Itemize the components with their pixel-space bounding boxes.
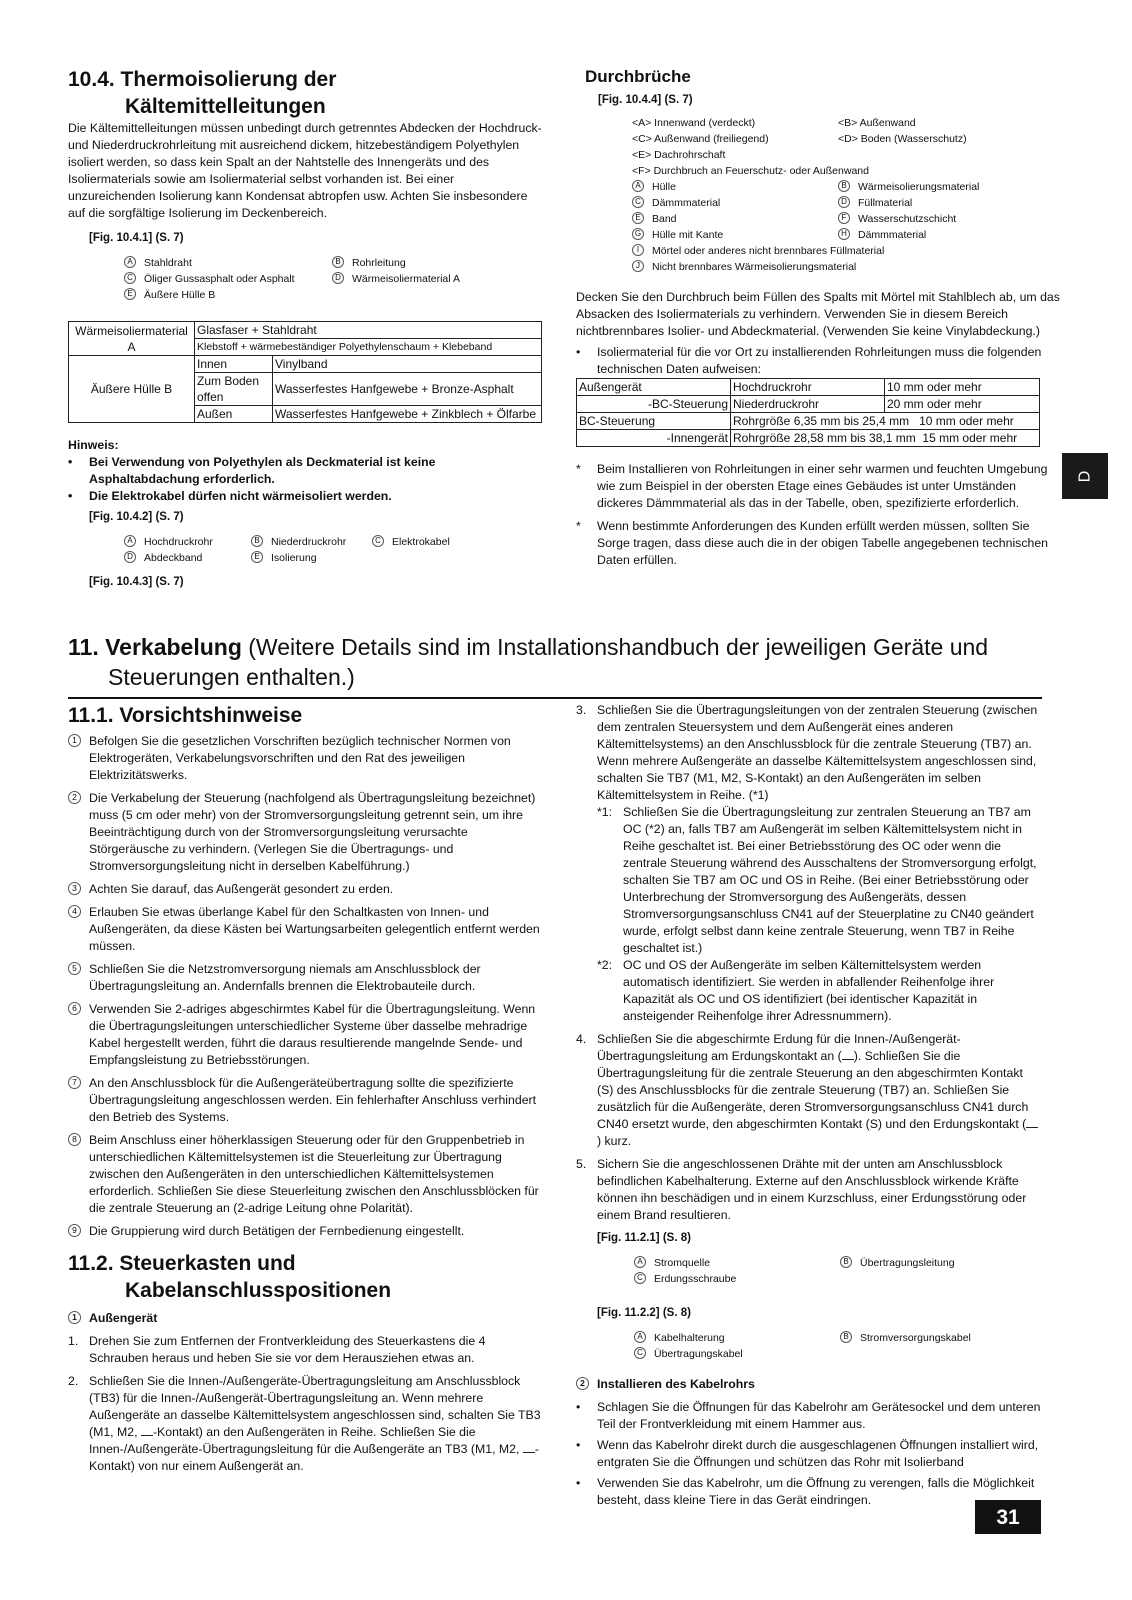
precaution-item: 9 Die Gruppierung wird durch Betätigen der Fernbedienung eingestellt. bbox=[68, 1223, 542, 1240]
intro-paragraph: Die Kältemittelleitungen müssen unbedingt durch getrenntes Abdecken der Hochdruck- und Niederdruckrohrleitung mit ausreichend dickem, hitzebeständigem Polyethylen isoliert werden, so dass kein Spalt an der Nahtstelle des Innengeräts und des Isoliermaterials sowie am Isoliermaterial selbst vorhanden ist. Bei einer unzureichenden Isolierung kann Kondensat abtropfen usw. Achten Sie insbesondere auf die sorgfältige Isolierung im Deckenbereich. bbox=[68, 121, 542, 220]
table-cell: -BC-Steuerung bbox=[577, 396, 731, 413]
legend-item: <C> Außenwand (freiliegend) bbox=[632, 133, 769, 145]
table-cell: Klebstoff + wärmebeständiger Polyethylenschaum + Klebeband bbox=[195, 339, 542, 356]
table-cell: Außen bbox=[195, 406, 273, 423]
ground-icon bbox=[523, 1443, 535, 1453]
circle-letter-icon: A bbox=[124, 256, 136, 268]
circle-number-icon: 9 bbox=[68, 1224, 81, 1237]
fig-legend-10-4-4-ef: <E> Dachrohrschaft <F> Durchbruch an Feuerschutz- oder Außenwand bbox=[632, 149, 869, 177]
legend-item: C Dämmmaterial bbox=[632, 195, 838, 211]
bullet-item: • Wenn das Kabelrohr direkt durch die ausgeschlagenen Öffnungen installiert wird, entgraten Sie die Öffnungen und schützen das Rohr mit Isolierband bbox=[576, 1438, 1039, 1469]
table-cell: Wärmeisoliermaterial A bbox=[69, 322, 195, 356]
bullet-item: • Verwenden Sie das Kabelrohr, um die Öffnung zu verengen, falls die Möglichkeit besteht, dass kleine Tiere in das Gerät eindringen. bbox=[576, 1476, 1035, 1507]
section-title-11-2: 11.2. Steuerkasten und Kabelanschlusspositionen bbox=[68, 1252, 392, 1302]
ground-icon bbox=[1026, 1118, 1038, 1128]
circle-number-icon: 3 bbox=[68, 882, 81, 895]
section-11-2-continued bbox=[576, 702, 1042, 1509]
ground-icon bbox=[141, 1426, 153, 1436]
subsection-conduit: 2 Installieren des Kabelrohrs bbox=[576, 1376, 1042, 1393]
precaution-item: 6 Verwenden Sie 2-adriges abgeschirmtes Kabel für die Übertragungsleitung. Wenn die Übertragungsleitungen unterschiedlicher Systeme über dasselbe mehradrige Kabel hergestellt werden, führt die daraus resultierende mangelnde Sende- und Empfangsleistung zu Betriebsstörungen. bbox=[68, 1001, 542, 1069]
section-divider bbox=[68, 697, 1042, 699]
fig-ref-10-4-2: [Fig. 10.4.2] (S. 7) bbox=[89, 511, 184, 523]
legend-item: A Kabelhalterung bbox=[634, 1330, 840, 1346]
language-tab: D bbox=[1062, 453, 1108, 499]
legend-item: B Niederdruckrohr bbox=[251, 534, 372, 550]
circle-number-icon: 2 bbox=[68, 791, 81, 804]
legend-item: E Band bbox=[632, 211, 838, 227]
legend-item: D Abdeckband bbox=[124, 550, 251, 566]
legend-item: C Elektrokabel bbox=[372, 534, 492, 550]
precaution-item: 2 Die Verkabelung der Steuerung (nachfolgend als Übertragungsleitung bezeichnet) muss (5 cm oder mehr) von der Stromversorgungsleitung getrennt sein, um ihre Beeinträchtigung durch von der Stromversorgungsleitung verursachte Störgeräusche zu verhindern. (Verlegen Sie die Übertragungs- und Stromversorgungsleitung nicht in derselben Kabelführung.) bbox=[68, 790, 542, 875]
circle-letter-icon: C bbox=[632, 196, 644, 208]
durchbrueche-title: Durchbrüche bbox=[585, 67, 691, 86]
table-cell: -Innengerät bbox=[577, 430, 731, 447]
legend-item: E Äußere Hülle B bbox=[124, 287, 332, 303]
table-cell: Vinylband bbox=[273, 356, 542, 373]
table-cell: Rohrgröße 28,58 mm bis 38,1 mm 15 mm oder mehr bbox=[731, 430, 1040, 447]
circle-number-icon: 6 bbox=[68, 1002, 81, 1015]
fig-ref-11-2-1: [Fig. 11.2.1] (S. 8) bbox=[597, 1232, 691, 1244]
table-cell: Zum Boden offen bbox=[195, 373, 273, 406]
fig-ref-10-4-3: [Fig. 10.4.3] (S. 7) bbox=[89, 576, 184, 588]
circle-letter-icon: D bbox=[838, 196, 850, 208]
legend-item: B Wärmeisolierungsmaterial bbox=[838, 179, 1038, 195]
fig-ref-10-4-1: [Fig. 10.4.1] (S. 7) bbox=[89, 232, 184, 244]
circle-letter-icon: B bbox=[332, 256, 344, 268]
circle-number-icon: 1 bbox=[68, 734, 81, 747]
precautions-list bbox=[68, 733, 542, 1240]
legend-item: <B> Außenwand bbox=[838, 117, 916, 129]
circle-letter-icon: B bbox=[251, 535, 263, 547]
precaution-item: 5 Schließen Sie die Netzstromversorgung niemals am Anschlussblock der Übertragungsleitung an. Andernfalls brennen die Elektrobauteile durch. bbox=[68, 961, 542, 995]
precaution-item: 8 Beim Anschluss einer höherklassigen Steuerung oder für den Gruppenbetrieb in unterschiedlichen Kältemittelsystemen ist die Steuerleitung zur Übertragung zwischen den Außengeräten in den unterschiedlichen Kältemittelsystemen erforderlich. Schließen Sie diese Steuerleitung zwischen den Anschlussblöcken für die zentrale Steuerung an (2-adrige Leitung ohne Polarität). bbox=[68, 1132, 542, 1217]
precaution-item: 1 Befolgen Sie die gesetzlichen Vorschriften bezüglich technischer Normen von Elektrogeräten, Verkabelungsvorschriften und den Rat des jeweiligen Elektrizitätswerks. bbox=[68, 733, 542, 784]
legend-item: A Hochdruckrohr bbox=[124, 534, 251, 550]
table-cell: 20 mm oder mehr bbox=[885, 396, 1040, 413]
circle-number-icon: 7 bbox=[68, 1076, 81, 1089]
legend-item: B Übertragungsleitung bbox=[840, 1255, 1040, 1271]
section-11-1 bbox=[68, 702, 542, 1481]
insulation-table bbox=[68, 321, 542, 423]
list-item: 1. Drehen Sie zum Entfernen der Frontverkleidung des Steuerkastens die 4 Schrauben heraus und heben Sie sie vor dem Herausziehen etwas an. bbox=[68, 1334, 486, 1365]
fig-legend-10-4-4-ij: I Mörtel oder anderes nicht brennbares Füllmaterial J Nicht brennbares Wärmeisolierungsmaterial bbox=[632, 243, 1060, 275]
list-item: 3. Schließen Sie die Übertragungsleitungen von der zentralen Steuerung (zwischen dem zentralen Steuersystem und dem Außengerät eines anderen Kältemittelsystems) an den Anschlussblock für die zentrale Steuerung (TB7) an. Wenn mehrere Außengeräte an dasselbe Kältemittelsystem angeschlossen sind, schalten Sie TB7 (M1, M2, S-Kontakt) an den Außengeräten im selben Kältemittelsystem in Reihe. (*1) bbox=[576, 703, 1038, 802]
circle-number-icon: 2 bbox=[576, 1377, 589, 1390]
circle-letter-icon: J bbox=[632, 260, 644, 272]
section-title-11-1: 11.1. Vorsichtshinweise bbox=[68, 704, 303, 727]
table-cell: Äußere Hülle B bbox=[69, 356, 195, 423]
circle-letter-icon: H bbox=[838, 228, 850, 240]
legend-item: E Isolierung bbox=[251, 550, 372, 566]
precaution-item: 7 An den Anschlussblock für die Außengeräteübertragung sollte die spezifizierte Übertragungsleitung angeschlossen werden. Ein fehlerhafter Anschluss verhindert den Betrieb des Systems. bbox=[68, 1075, 542, 1126]
hinweis-title: Hinweis: bbox=[68, 438, 119, 452]
legend-item: B Rohrleitung bbox=[332, 255, 540, 271]
legend-item: C Übertragungskabel bbox=[634, 1346, 840, 1362]
table-cell: Rohrgröße 6,35 mm bis 25,4 mm 10 mm oder mehr bbox=[731, 413, 1040, 430]
spec-bullet: • Isoliermaterial für die vor Ort zu installierenden Rohrleitungen muss die folgenden technischen Daten aufweisen: bbox=[576, 345, 1042, 376]
legend-item: G Hülle mit Kante bbox=[632, 227, 838, 243]
table-cell: Wasserfestes Hanfgewebe + Bronze-Asphalt bbox=[273, 373, 542, 406]
circle-letter-icon: C bbox=[124, 272, 136, 284]
fig-legend-10-4-4-circles bbox=[632, 179, 1060, 243]
table-cell: Niederdruckrohr bbox=[731, 396, 885, 413]
legend-item: C Erdungsschraube bbox=[634, 1271, 840, 1287]
circle-letter-icon: E bbox=[632, 212, 644, 224]
ground-icon bbox=[842, 1050, 854, 1060]
section-title-10-4 bbox=[68, 66, 542, 120]
subsection-outdoor-unit: 1 Außengerät bbox=[68, 1310, 542, 1327]
circle-letter-icon: C bbox=[634, 1347, 646, 1359]
fig-legend-10-4-1 bbox=[124, 255, 542, 303]
fig-legend-10-4-4-letters bbox=[632, 115, 1060, 147]
circle-letter-icon: A bbox=[632, 180, 644, 192]
circle-letter-icon: B bbox=[840, 1331, 852, 1343]
section-durchbrueche bbox=[576, 66, 1060, 569]
circle-number-icon: 5 bbox=[68, 962, 81, 975]
circle-letter-icon: C bbox=[634, 1272, 646, 1284]
legend-item: <A> Innenwand (verdeckt) bbox=[632, 117, 756, 129]
circle-letter-icon: E bbox=[124, 288, 136, 300]
circle-letter-icon: B bbox=[838, 180, 850, 192]
fig-legend-11-2-2 bbox=[634, 1330, 1042, 1362]
fig-legend-11-2-1 bbox=[634, 1255, 1042, 1287]
section-11-title: 11. Verkabelung (Weitere Details sind im Installationshandbuch der jeweiligen Geräte und Steuerungen enthalten.) bbox=[68, 634, 989, 690]
precaution-item: 4 Erlauben Sie etwas überlange Kabel für den Schaltkasten von Innen- und Außengeräten, da diese Kästen bei Wartungsarbeiten gelegentlich entfernt werden müssen. bbox=[68, 904, 542, 955]
circle-letter-icon: I bbox=[632, 244, 644, 256]
footnote: *1: Schließen Sie die Übertragungsleitung zur zentralen Steuerung an TB7 am OC (*2) an, falls TB7 am Außengerät im selben Kältemittelsystem nicht in Reihe geschaltet ist. Bei einer Betriebsstörung des OC oder wenn die zentrale Steuerung während des Ausschaltens der Stromversorgung erfolgt, schalten Sie TB7 am OC und OS in Reihe. (Bei einer Betriebsstörung oder Unterbrechung der Stromversorgung des Außengeräts, dessen Stromversorgungsanschluss CN41 auf der Steuerplatine zu CN40 geändert wurde, erfolgt selbst dann keine zentrale Steuerung, wenn TB7 in Reihe geschaltet ist.) bbox=[597, 805, 1037, 955]
circle-number-icon: 1 bbox=[68, 1311, 81, 1324]
circle-letter-icon: E bbox=[251, 551, 263, 563]
circle-number-icon: 4 bbox=[68, 905, 81, 918]
list-item: 5. Sichern Sie die angeschlossenen Drähte mit der unten am Anschlussblock befindlichen Kabelhalterung. Externe auf den Anschlussblock wirkende Kräfte können ihn beschädigen und in einem Kurzschluss, einer Erdungsstörung oder einem Brand resultieren. bbox=[576, 1157, 1027, 1222]
legend-item: F Wasserschutzschicht bbox=[838, 211, 1038, 227]
legend-item: A Stahldraht bbox=[124, 255, 332, 271]
precaution-item: 3 Achten Sie darauf, das Außengerät gesondert zu erden. bbox=[68, 881, 542, 898]
legend-item: D Wärmeisoliermaterial A bbox=[332, 271, 540, 287]
section-10-4 bbox=[68, 66, 542, 599]
legend-item: H Dämmmaterial bbox=[838, 227, 1038, 243]
circle-letter-icon: G bbox=[632, 228, 644, 240]
table-cell: 10 mm oder mehr bbox=[885, 379, 1040, 396]
circle-letter-icon: A bbox=[124, 535, 136, 547]
hinweis-item: • Die Elektrokabel dürfen nicht wärmeisoliert werden. bbox=[68, 489, 392, 503]
circle-letter-icon: B bbox=[840, 1256, 852, 1268]
circle-letter-icon: F bbox=[838, 212, 850, 224]
list-item: 2. Schließen Sie die Innen-/Außengeräte-Übertragungsleitung am Anschlussblock (TB3) für die Innen-/Außengerät-Übertragungsleitung an. Wenn mehrere Außengeräte an dasselbe Kältemittelsystem angeschlossen sind, schalten Sie TB3 (M1, M2, -Kontakt) an den Außengeräten in Reihe. Schließen Sie die Innen-/Außengeräte-Übertragungsleitung für die Außengeräte an TB3 (M1, M2, -Kontakt) von nur einem Außengerät an. bbox=[68, 1374, 541, 1473]
spec-table bbox=[576, 378, 1040, 447]
legend-item: A Hülle bbox=[632, 179, 838, 195]
legend-item: A Stromquelle bbox=[634, 1255, 840, 1271]
note-item: * Wenn bestimmte Anforderungen des Kunden erfüllt werden müssen, sollten Sie Sorge tragen, dass diese auch die in der obigen Tabelle angegebenen technischen Daten erfüllen. bbox=[576, 519, 1048, 567]
legend-item: D Füllmaterial bbox=[838, 195, 1038, 211]
bullet-item: • Schlagen Sie die Öffnungen für das Kabelrohr am Gerätesockel und dem unteren Teil der Frontverkleidung mit einem Hammer aus. bbox=[576, 1400, 1041, 1431]
durchbrueche-paragraph: Decken Sie den Durchbruch beim Füllen des Spalts mit Mörtel mit Stahlblech ab, um das Absacken des Isoliermaterials zu verhindern. Verwenden Sie in diesem Bereich nichtbrennbares Isolier- und Abdeckmaterial. (Verwenden Sie keine Vinylabdeckung.) bbox=[576, 290, 1060, 338]
table-cell: BC-Steuerung bbox=[577, 413, 731, 430]
footnote: *2: OC und OS der Außengeräte im selben Kältemittelsystem werden automatisch identifiziert. Sie werden in abfallender Reihenfolge ihrer Kapazität als OC und OS identifiziert (bei identischer Kapazität in ansteigender Reihenfolge ihrer Adressnummern). bbox=[597, 958, 995, 1023]
table-cell: Glasfaser + Stahldraht bbox=[195, 322, 542, 339]
table-cell: Hochdruckrohr bbox=[731, 379, 885, 396]
page-number: 31 bbox=[975, 1500, 1041, 1534]
section-11-header bbox=[68, 632, 1042, 692]
legend-item: B Stromversorgungskabel bbox=[840, 1330, 1040, 1346]
fig-ref-11-2-2: [Fig. 11.2.2] (S. 8) bbox=[597, 1307, 691, 1319]
circle-number-icon: 8 bbox=[68, 1133, 81, 1146]
circle-letter-icon: D bbox=[124, 551, 136, 563]
note-item: * Beim Installieren von Rohrleitungen in einer sehr warmen und feuchten Umgebung wie zum Beispiel in der obersten Etage eines Gebäudes ist unter Umständen dickeres Dämmmaterial als das in der Tabelle, oben, spezifizierte erforderlich. bbox=[576, 462, 1048, 510]
hinweis-item: • Bei Verwendung von Polyethylen als Deckmaterial ist keine Asphaltabdachung erforderlich. bbox=[68, 455, 436, 486]
title-line-2: Kältemittelleitungen bbox=[125, 95, 326, 118]
legend-item: <D> Boden (Wasserschutz) bbox=[838, 133, 967, 145]
legend-item: C Öliger Gussasphalt oder Asphalt bbox=[124, 271, 332, 287]
table-cell: Innen bbox=[195, 356, 273, 373]
circle-letter-icon: D bbox=[332, 272, 344, 284]
circle-letter-icon: A bbox=[634, 1331, 646, 1343]
circle-letter-icon: C bbox=[372, 535, 384, 547]
list-item: 4. Schließen Sie die abgeschirmte Erdung für die Innen-/Außengerät-Übertragungsleitung am Erdungskontakt an ( ). Schließen Sie die Übertragungsleitung für die zentrale Steuerung an den abgeschirmten Kontakt (S) des Anschlussblocks für die zentrale Steuerung (TB7) an. Schließen Sie zusätzlich für die Außengeräte, deren Stromversorgungsanschluss CN41 durch CN40 ersetzt wurde, den abgeschirmten Kontakt (S) und den Erdungskontakt () kurz. bbox=[576, 1031, 1042, 1150]
circle-letter-icon: A bbox=[634, 1256, 646, 1268]
fig-ref-10-4-4: [Fig. 10.4.4] (S. 7) bbox=[598, 94, 693, 106]
table-cell: Außengerät bbox=[577, 379, 731, 396]
title-line-1: 10.4. Thermoisolierung der bbox=[68, 68, 337, 91]
table-cell: Wasserfestes Hanfgewebe + Zinkblech + Ölfarbe bbox=[273, 406, 542, 423]
fig-legend-10-4-2 bbox=[124, 534, 542, 566]
